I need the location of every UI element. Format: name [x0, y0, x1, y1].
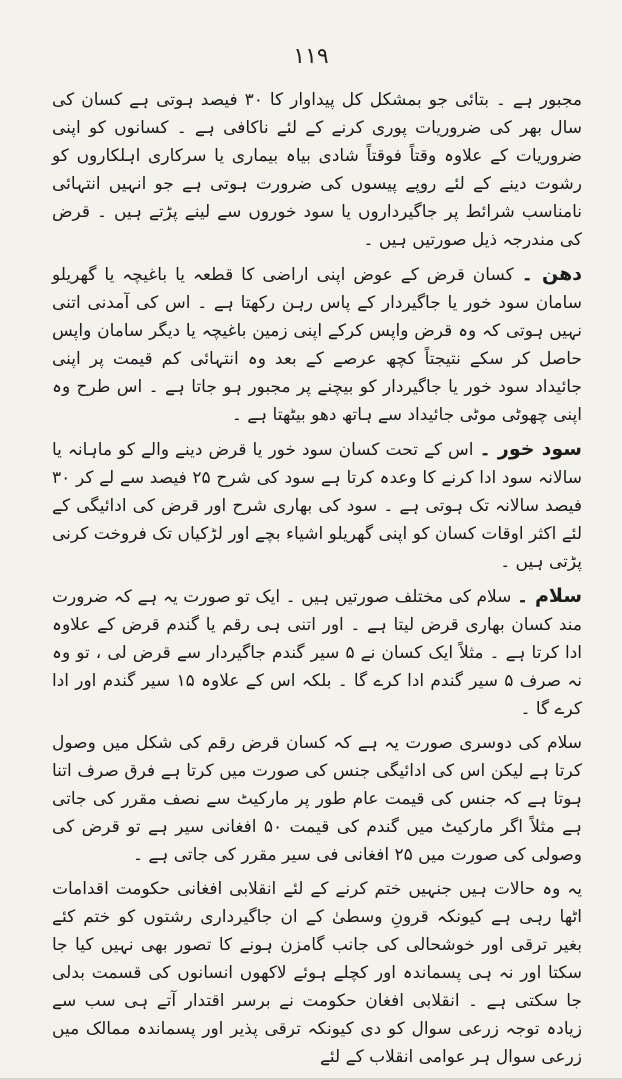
paragraph-text: اس کے تحت کسان سود خور یا قرض دینے والے کو ماہانہ یا سالانہ سود ادا کرنے کا وعدہ کرتا ہے سود کی شرح ۲۵ فیصد سے لے کر ۳۰ فیصد سالانہ تک ہوتی ہے ۔ سود کی بھاری شرح اور قرض کی ادائیگی کے لئے اکثر اوقات کسان کو اپنی گھریلو اشیاء بچے اور لڑکیاں تک فروخت کرنی پڑتی ہیں ۔	[52, 440, 582, 572]
paragraph-heading: سلام ۔	[517, 585, 583, 607]
paragraph	[52, 86, 582, 254]
paragraph	[52, 435, 582, 576]
paragraph	[52, 260, 582, 429]
paragraph-text: کسان قرض کے عوض اپنی اراضی کا قطعہ یا باغیچہ یا گھریلو سامان سود خور یا جاگیردار کے پاس رہن رکھتا ہے ۔ اس کی آمدنی اتنی نہیں ہوتی کہ وہ قرض واپس کرکے اپنی زمین باغیچہ یا دیگر سامان واپس حاصل کر سکے نتیجتاً کچھ عرصے کے بعد وہ انتہائی کم قیمت پر اپنی جائیداد سود خور یا جاگیردار کو بیچنے پر مجبور ہو جاتا ہے ۔ اس طرح وہ اپنی چھوٹی موٹی جائیداد سے ہاتھ دھو بیٹھتا ہے ۔	[52, 265, 582, 425]
body-text	[52, 86, 582, 1070]
paragraph-heading: سود خور ۔	[479, 438, 582, 460]
paragraph-text: سلام کی مختلف صورتیں ہیں ۔ ایک تو صورت یہ ہے کہ ضرورت مند کسان بھاری قرض لیتا ہے ۔ اور اتنی ہی رقم یا گندم قرض کے علاوہ ادا کرتا ہے ۔ مثلاً ایک کسان نے ۵ سیر گندم جاگیردار سے قرض لی ، تو وہ نہ صرف ۵ سیر گندم ادا کرے گا ۔ بلکہ اس کے علاوہ ۱۵ سیر گندم اور ادا کرے گا ۔	[52, 587, 583, 719]
paragraph	[52, 875, 582, 1071]
page-number: ۱۱۹	[293, 44, 329, 69]
paragraph-text: مجبور ہے ۔ بتائی جو بمشکل کل پیداوار کا ۳۰ فیصد ہوتی ہے کسان کی سال بھر کی ضروریات پوری کرنے کے لئے ناکافی ہے ۔ کسانوں کو اپنی ضروریات کے علاوہ وقتاً فوقتاً شادی بیاہ بیماری یا سرکاری اہلکاروں کو رشوت دینے کے لئے روپے پیسوں کی ضرورت ہوتی ہے جو انہیں انتہائی نامناسب شرائط پر جاگیرداروں یا سود خوروں سے لینے پڑتے ہیں ۔ قرض کی مندرجہ ذیل صورتیں ہیں ۔	[52, 90, 582, 250]
paragraph-heading: دھن ۔	[521, 263, 582, 285]
paragraph	[52, 582, 582, 723]
paragraph-text: یہ وہ حالات ہیں جنہیں ختم کرنے کے لئے انقلابی افغانی حکومت اقدامات اٹھا رہی ہے کیونکہ قرونِ وسطیٰ کے ان جاگیرداری رشتوں کو ختم کئے بغیر ترقی اور خوشحالی کی جانب گامزن ہونے کا تصور بھی نہیں کیا جا سکتا اور نہ ہی پسماندہ اور کچلے ہوئے لاکھوں انسانوں کی قسمت بدلی جا سکتی ہے ۔ انقلابی افغان حکومت نے برسر اقتدار آتے ہی سب سے زیادہ توجہ زرعی سوال کو دی کیونکہ ترقی پذیر اور پسماندہ ممالک میں زرعی سوال ہر عوامی انقلاب کے لئے	[52, 879, 582, 1067]
paragraph	[52, 729, 582, 869]
paragraph-text: سلام کی دوسری صورت یہ ہے کہ کسان قرض رقم کی شکل میں وصول کرتا ہے لیکن اس کی ادائیگی جنس کی صورت میں کرتا ہے فرق صرف اتنا ہوتا ہے کہ جنس کی قیمت عام طور پر مارکیٹ سے نصف مقرر کی جاتی ہے مثلاً اگر مارکیٹ میں گندم کی قیمت ۵۰ افغانی سیر ہے تو قرض کی وصولی کی صورت میں ۲۵ افغانی فی سیر مقرر کی جاتی ہے ۔	[52, 733, 582, 865]
